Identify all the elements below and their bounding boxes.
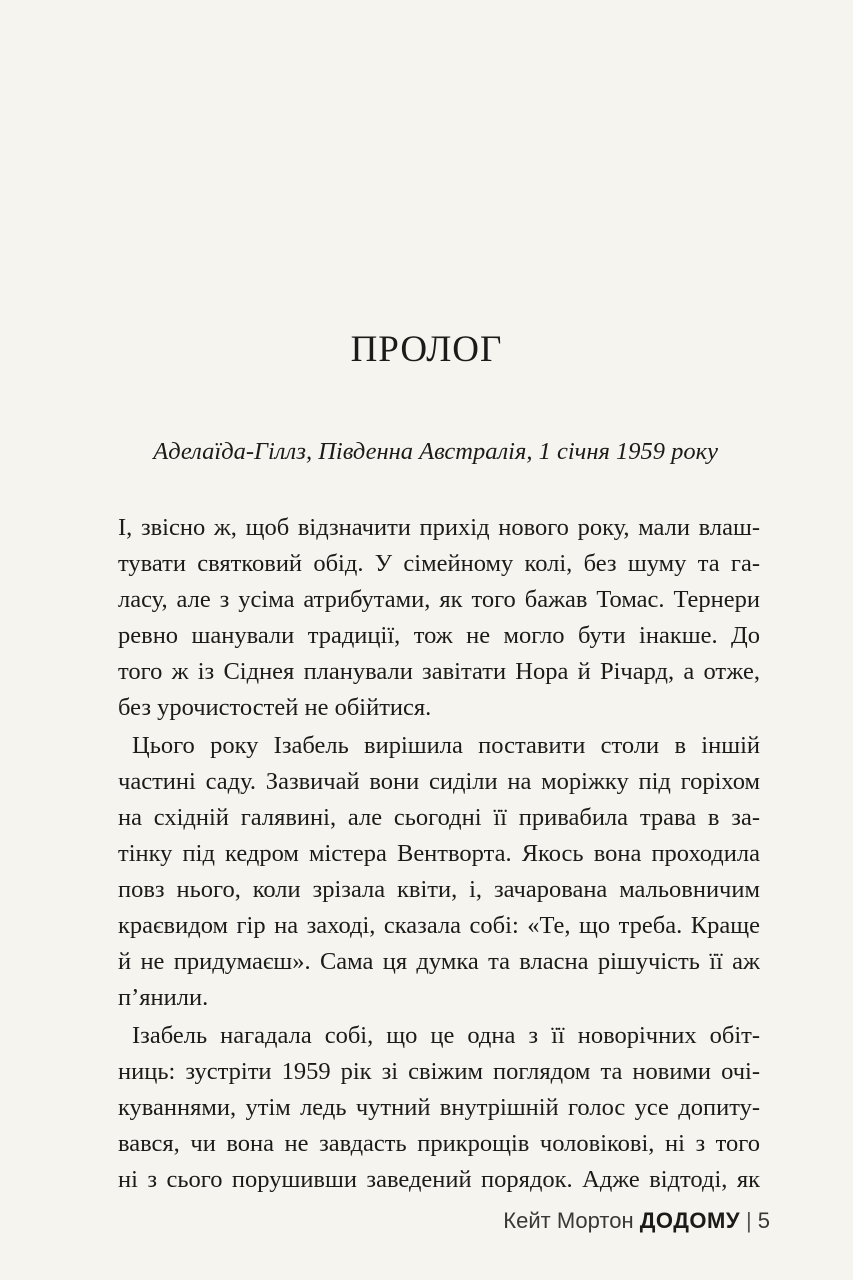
text-line: краєвидом гір на заході, сказала собі: «Те, що треба. Краще [118, 912, 760, 939]
text-line: без урочистостей не обійтися. [118, 694, 432, 721]
page-number: 5 [757, 1208, 770, 1233]
text-line: того ж із Сіднея планували завітати Нора й Річард, а отже, [118, 658, 760, 685]
text-line: тувати святковий обід. У сімейному колі, без шуму та га- [118, 550, 760, 577]
text-line: ласу, але з усіма атрибутами, як того бажав Томас. Тернери [118, 586, 760, 613]
text-line: п’янили. [118, 984, 209, 1011]
text-line: І, звісно ж, щоб відзначити прихід нового року, мали влаш- [118, 514, 760, 541]
text-line: на східній галявині, але сьогодні її привабила трава в за- [118, 804, 760, 831]
text-line: повз нього, коли зрізала квіти, і, зачарована мальовничим [118, 876, 760, 903]
text-line: Цього року Ізабель вирішила поставити столи в іншій [132, 732, 760, 759]
text-line: тінку під кедром містера Вентворта. Якось вона проходила [118, 840, 760, 867]
footer-separator: | [746, 1208, 752, 1233]
text-line: ниць: зустріти 1959 рік зі свіжим поглядом та новими очі- [118, 1058, 760, 1085]
text-line: частині саду. Зазвичай вони сиділи на моріжку під горіхом [118, 768, 760, 795]
text-line: й не придумаєш». Сама ця думка та власна рішучість її аж [118, 948, 760, 975]
footer-book-title: ДОДОМУ [639, 1208, 741, 1233]
text-line: ні з сього порушивши заведений порядок. Адже відтоді, як [118, 1166, 760, 1193]
chapter-title: ПРОЛОГ [350, 329, 503, 370]
text-line: вався, чи вона не завдасть прикрощів чоловікові, ні з того [118, 1130, 760, 1157]
chapter-place-date: Аделаїда-Гіллз, Південна Австралія, 1 січня 1959 року [153, 438, 718, 465]
text-line: Ізабель нагадала собі, що це одна з її новорічних обіт- [132, 1022, 760, 1049]
text-line: куваннями, утім ледь чутний внутрішній голос усе допиту- [118, 1094, 760, 1121]
text-line: ревно шанували традиції, тож не могло бути інакше. До [118, 622, 760, 649]
running-footer [503, 1208, 770, 1234]
footer-author: Кейт Мортон [503, 1208, 634, 1233]
